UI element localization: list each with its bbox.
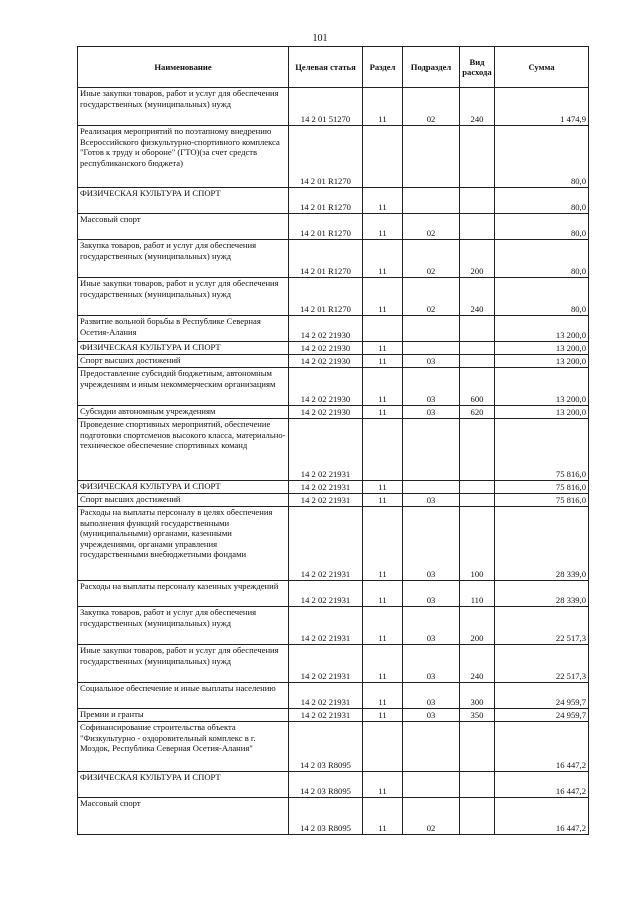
table-cell-section: 11 [363, 798, 403, 835]
table-cell-subsection: 03 [403, 355, 460, 368]
table-cell-kind [460, 188, 495, 214]
table-cell-code: 14 2 01 R1270 [289, 278, 363, 316]
table-cell-sum: 80,0 [495, 126, 589, 188]
header-name: Наименование [78, 47, 289, 88]
table-cell-section: 11 [363, 645, 403, 683]
table-cell-code: 14 2 02 21931 [289, 709, 363, 722]
table-cell-subsection [403, 126, 460, 188]
table-row [78, 722, 589, 772]
table-cell-section: 11 [363, 342, 403, 355]
table-cell-name: Закупка товаров, работ и услуг для обеспечения государственных (муниципальных) нужд [78, 607, 289, 645]
table-cell-sum: 13 200,0 [495, 406, 589, 419]
table-row [78, 772, 589, 798]
table-cell-section: 11 [363, 772, 403, 798]
table-cell-kind [460, 214, 495, 240]
table-cell-sum: 16 447,2 [495, 772, 589, 798]
table-body [78, 88, 589, 835]
table-row [78, 481, 589, 494]
table-row [78, 507, 589, 581]
table-row [78, 278, 589, 316]
table-row [78, 214, 589, 240]
table-cell-code: 14 2 01 R1270 [289, 240, 363, 278]
table-cell-kind [460, 798, 495, 835]
table-cell-sum: 1 474,9 [495, 88, 589, 126]
table-cell-sum: 80,0 [495, 188, 589, 214]
table-row [78, 88, 589, 126]
table-row [78, 709, 589, 722]
table-row [78, 645, 589, 683]
table-row [78, 419, 589, 481]
table-cell-subsection: 03 [403, 645, 460, 683]
table-cell-section: 11 [363, 481, 403, 494]
table-cell-kind: 200 [460, 607, 495, 645]
table-cell-sum: 22 517,3 [495, 645, 589, 683]
table-row [78, 494, 589, 507]
table-cell-code: 14 2 03 R8095 [289, 772, 363, 798]
table-cell-code: 14 2 02 21930 [289, 342, 363, 355]
table-cell-sum: 80,0 [495, 240, 589, 278]
table-cell-code: 14 2 02 21930 [289, 316, 363, 342]
table-cell-subsection [403, 722, 460, 772]
table-cell-sum: 13 200,0 [495, 368, 589, 406]
table-cell-sum: 13 200,0 [495, 342, 589, 355]
table-cell-subsection: 03 [403, 683, 460, 709]
table-cell-sum: 80,0 [495, 278, 589, 316]
table-cell-subsection [403, 188, 460, 214]
table-cell-kind: 100 [460, 507, 495, 581]
table-cell-code: 14 2 01 R1270 [289, 214, 363, 240]
table-cell-code: 14 2 02 21931 [289, 494, 363, 507]
table-cell-sum: 22 517,3 [495, 607, 589, 645]
table-cell-section [363, 419, 403, 481]
table-cell-subsection: 02 [403, 88, 460, 126]
table-cell-section: 11 [363, 278, 403, 316]
table-header-row [78, 47, 589, 88]
table-cell-kind: 300 [460, 683, 495, 709]
budget-table [77, 46, 589, 835]
table-cell-subsection [403, 342, 460, 355]
table-cell-name: Закупка товаров, работ и услуг для обеспечения государственных (муниципальных) нужд [78, 240, 289, 278]
table-cell-code: 14 2 02 21931 [289, 645, 363, 683]
table-cell-kind [460, 722, 495, 772]
table-cell-section [363, 722, 403, 772]
table-row [78, 581, 589, 607]
table-cell-name: Расходы на выплаты персоналу казенных учреждений [78, 581, 289, 607]
table-cell-name: Спорт высших достижений [78, 355, 289, 368]
table-cell-name: Предоставление субсидий бюджетным, автономным учреждениям и иным некоммерческим организациям [78, 368, 289, 406]
table-row [78, 316, 589, 342]
table-cell-code: 14 2 03 R8095 [289, 798, 363, 835]
table-row [78, 188, 589, 214]
table-cell-name: Социальное обеспечение и иные выплаты населению [78, 683, 289, 709]
table-cell-kind: 200 [460, 240, 495, 278]
table-cell-section: 11 [363, 188, 403, 214]
table-cell-subsection: 02 [403, 278, 460, 316]
table-row [78, 607, 589, 645]
table-cell-code: 14 2 02 21930 [289, 406, 363, 419]
table-cell-subsection [403, 772, 460, 798]
table-cell-subsection: 03 [403, 607, 460, 645]
table-cell-name: Реализация мероприятий по поэтапному внедрению Всероссийского физкультурно-спортивного комплекса "Готов к труду и обороне" (ГТО)(за счет средств республиканского бюджета) [78, 126, 289, 188]
table-cell-subsection: 03 [403, 406, 460, 419]
header-code: Целевая статья [289, 47, 363, 88]
table-cell-sum: 16 447,2 [495, 798, 589, 835]
table-cell-name: Иные закупки товаров, работ и услуг для обеспечения государственных (муниципальных) нужд [78, 88, 289, 126]
table-row [78, 342, 589, 355]
header-section: Раздел [363, 47, 403, 88]
table-cell-subsection: 03 [403, 709, 460, 722]
table-cell-section: 11 [363, 607, 403, 645]
table-cell-kind [460, 772, 495, 798]
table-cell-kind [460, 316, 495, 342]
table-cell-sum: 75 816,0 [495, 494, 589, 507]
table-cell-kind: 620 [460, 406, 495, 419]
table-cell-name: Проведение спортивных мероприятий, обеспечение подготовки спортсменов высокого класса, материально-техническое обеспечение спортивных команд [78, 419, 289, 481]
table-cell-code: 14 2 02 21931 [289, 581, 363, 607]
table-cell-code: 14 2 01 R1270 [289, 188, 363, 214]
table-cell-kind [460, 126, 495, 188]
table-cell-sum: 24 959,7 [495, 709, 589, 722]
table-cell-kind [460, 342, 495, 355]
table-cell-name: Расходы на выплаты персоналу в целях обеспечения выполнения функций государственными (муниципальными) органами, казенными учреждениями, органами управления государственными внебюджетными фондами [78, 507, 289, 581]
table-cell-subsection: 02 [403, 798, 460, 835]
table-cell-name: Иные закупки товаров, работ и услуг для обеспечения государственных (муниципальных) нужд [78, 645, 289, 683]
table-cell-section: 11 [363, 355, 403, 368]
table-cell-subsection [403, 419, 460, 481]
table-cell-sum: 13 200,0 [495, 355, 589, 368]
table-cell-kind: 600 [460, 368, 495, 406]
table-row [78, 240, 589, 278]
header-subsection: Подраздел [403, 47, 460, 88]
table-row [78, 355, 589, 368]
table-cell-name: Спорт высших достижений [78, 494, 289, 507]
table-cell-code: 14 2 02 21931 [289, 481, 363, 494]
table-cell-code: 14 2 01 51270 [289, 88, 363, 126]
table-cell-code: 14 2 02 21931 [289, 683, 363, 709]
table-cell-section: 11 [363, 240, 403, 278]
table-cell-kind [460, 355, 495, 368]
table-row [78, 368, 589, 406]
table-cell-sum: 80,0 [495, 214, 589, 240]
table-cell-section: 11 [363, 214, 403, 240]
table-cell-name: ФИЗИЧЕСКАЯ КУЛЬТУРА И СПОРТ [78, 188, 289, 214]
table-cell-code: 14 2 02 21930 [289, 355, 363, 368]
table-cell-code: 14 2 02 21931 [289, 507, 363, 581]
table-row [78, 683, 589, 709]
table-cell-subsection: 03 [403, 368, 460, 406]
table-cell-subsection [403, 481, 460, 494]
page-number: 101 [312, 33, 328, 44]
table-cell-section: 11 [363, 683, 403, 709]
table-cell-kind: 240 [460, 645, 495, 683]
table-cell-sum: 16 447,2 [495, 722, 589, 772]
table-cell-section: 11 [363, 507, 403, 581]
table-cell-section [363, 316, 403, 342]
header-sum: Сумма [495, 47, 589, 88]
table-cell-subsection: 03 [403, 494, 460, 507]
table-cell-section: 11 [363, 581, 403, 607]
table-cell-name: Массовый спорт [78, 214, 289, 240]
table-cell-sum: 75 816,0 [495, 481, 589, 494]
table-row [78, 126, 589, 188]
table-cell-kind: 350 [460, 709, 495, 722]
table-cell-name: ФИЗИЧЕСКАЯ КУЛЬТУРА И СПОРТ [78, 342, 289, 355]
table-cell-name: ФИЗИЧЕСКАЯ КУЛЬТУРА И СПОРТ [78, 772, 289, 798]
table-cell-section: 11 [363, 88, 403, 126]
table-cell-sum: 24 959,7 [495, 683, 589, 709]
table-cell-name: Иные закупки товаров, работ и услуг для обеспечения государственных (муниципальных) нужд [78, 278, 289, 316]
table-cell-sum: 13 200,0 [495, 316, 589, 342]
table-cell-code: 14 2 01 R1270 [289, 126, 363, 188]
table-cell-kind [460, 419, 495, 481]
table-cell-subsection [403, 316, 460, 342]
table-cell-sum: 28 339,0 [495, 581, 589, 607]
table-cell-subsection: 02 [403, 240, 460, 278]
table-cell-kind: 240 [460, 278, 495, 316]
table-cell-name: Массовый спорт [78, 798, 289, 835]
table-cell-sum: 28 339,0 [495, 507, 589, 581]
table-cell-kind [460, 481, 495, 494]
table-cell-section: 11 [363, 709, 403, 722]
table-cell-name: Софинансирование строительства объекта "Физкультурно - оздоровительный комплекс в г. Моздок, Республика Северная Осетия-Алания" [78, 722, 289, 772]
table-cell-subsection: 03 [403, 507, 460, 581]
table-cell-code: 14 2 02 21931 [289, 419, 363, 481]
table-cell-section: 11 [363, 494, 403, 507]
table-cell-kind: 240 [460, 88, 495, 126]
table-cell-kind [460, 494, 495, 507]
table-row [78, 798, 589, 835]
table-cell-subsection: 02 [403, 214, 460, 240]
table-cell-sum: 75 816,0 [495, 419, 589, 481]
table-cell-section: 11 [363, 368, 403, 406]
table-cell-subsection: 03 [403, 581, 460, 607]
header-kind: Вид расхода [460, 47, 495, 88]
table-cell-code: 14 2 03 R8095 [289, 722, 363, 772]
table-cell-code: 14 2 02 21930 [289, 368, 363, 406]
table-cell-name: Субсидии автономным учреждениям [78, 406, 289, 419]
table-cell-section [363, 126, 403, 188]
table-cell-code: 14 2 02 21931 [289, 607, 363, 645]
table-row [78, 406, 589, 419]
table-cell-section: 11 [363, 406, 403, 419]
table-cell-kind: 110 [460, 581, 495, 607]
table-cell-name: Развитие вольной борьбы в Республике Северная Осетия-Алания [78, 316, 289, 342]
table-cell-name: ФИЗИЧЕСКАЯ КУЛЬТУРА И СПОРТ [78, 481, 289, 494]
table-cell-name: Премии и гранты [78, 709, 289, 722]
